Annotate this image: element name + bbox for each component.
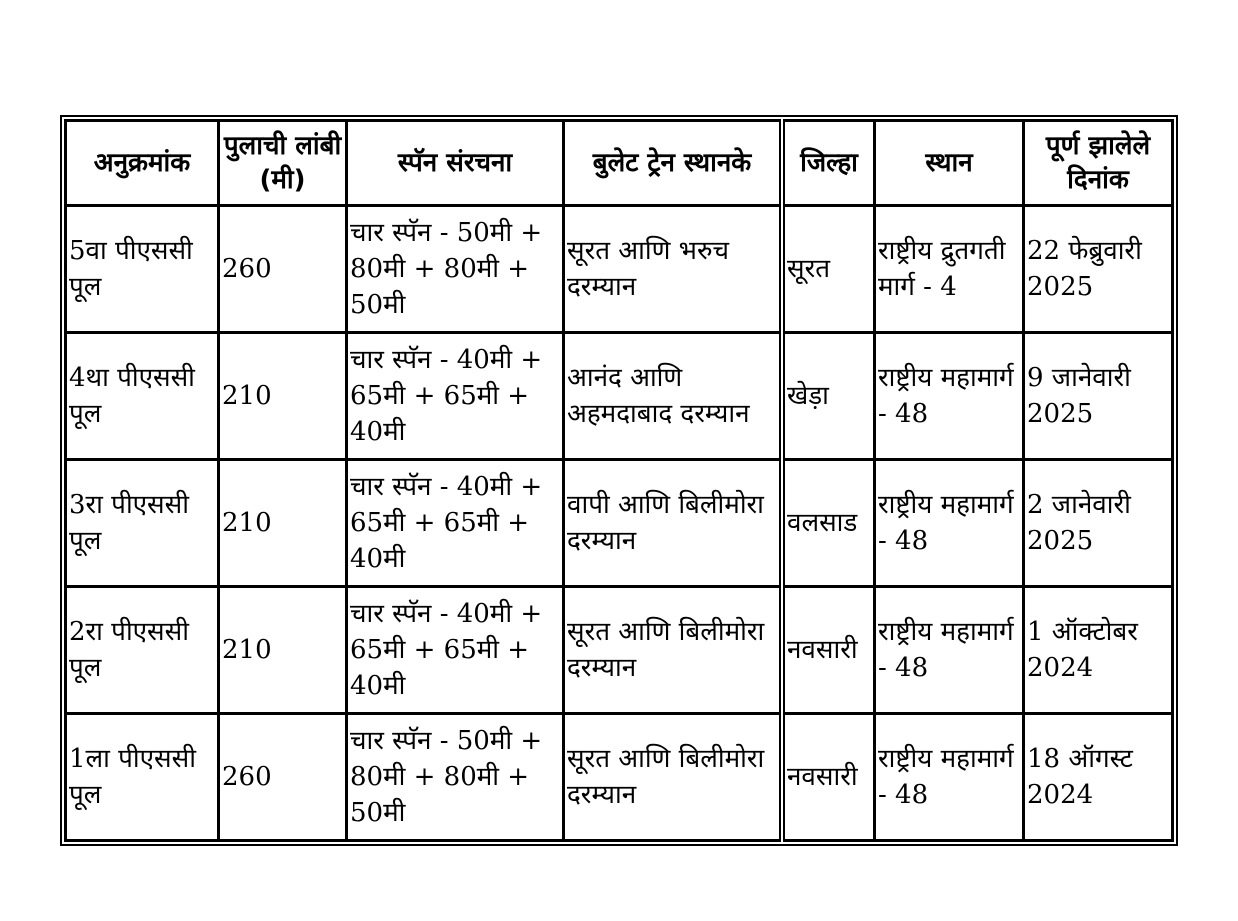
cell-stations: सूरत आणि भरुच दरम्यान — [564, 206, 783, 333]
cell-location: राष्ट्रीय महामार्ग - 48 — [875, 714, 1024, 841]
table-row — [66, 587, 1173, 714]
cell-serial: 5वा पीएससी पूल — [66, 206, 219, 333]
cell-stations: सूरत आणि बिलीमोरा दरम्यान — [564, 587, 783, 714]
bridges-table — [64, 119, 1174, 842]
cell-span: चार स्पॅन - 40मी + 65मी + 65मी + 40मी — [347, 333, 564, 460]
header-length: पुलाची लांबी (मी) — [219, 121, 347, 206]
cell-serial: 1ला पीएससी पूल — [66, 714, 219, 841]
cell-location: राष्ट्रीय महामार्ग - 48 — [875, 460, 1024, 587]
cell-length: 210 — [219, 333, 347, 460]
cell-district: वलसाड — [782, 460, 875, 587]
cell-date: 2 जानेवारी 2025 — [1024, 460, 1173, 587]
table-header-row — [66, 121, 1173, 206]
table-row — [66, 333, 1173, 460]
cell-span: चार स्पॅन - 50मी + 80मी + 80मी + 50मी — [347, 206, 564, 333]
bridges-table-frame — [60, 115, 1178, 846]
table-row — [66, 714, 1173, 841]
header-stations: बुलेट ट्रेन स्थानके — [564, 121, 783, 206]
header-span: स्पॅन संरचना — [347, 121, 564, 206]
cell-date: 1 ऑक्टोबर 2024 — [1024, 587, 1173, 714]
cell-serial: 3रा पीएससी पूल — [66, 460, 219, 587]
header-location: स्थान — [875, 121, 1024, 206]
cell-span: चार स्पॅन - 50मी + 80मी + 80मी + 50मी — [347, 714, 564, 841]
cell-span: चार स्पॅन - 40मी + 65मी + 65मी + 40मी — [347, 587, 564, 714]
cell-date: 22 फेब्रुवारी 2025 — [1024, 206, 1173, 333]
cell-length: 260 — [219, 714, 347, 841]
header-district: जिल्हा — [782, 121, 875, 206]
cell-length: 210 — [219, 460, 347, 587]
table-row — [66, 460, 1173, 587]
cell-location: राष्ट्रीय द्रुतगती मार्ग - 4 — [875, 206, 1024, 333]
cell-span: चार स्पॅन - 40मी + 65मी + 65मी + 40मी — [347, 460, 564, 587]
cell-district: खेड़ा — [782, 333, 875, 460]
header-date: पूर्ण झालेले दिनांक — [1024, 121, 1173, 206]
cell-location: राष्ट्रीय महामार्ग - 48 — [875, 333, 1024, 460]
cell-stations: सूरत आणि बिलीमोरा दरम्यान — [564, 714, 783, 841]
cell-length: 260 — [219, 206, 347, 333]
header-serial: अनुक्रमांक — [66, 121, 219, 206]
cell-district: नवसारी — [782, 714, 875, 841]
cell-stations: आनंद आणि अहमदाबाद दरम्यान — [564, 333, 783, 460]
cell-date: 18 ऑगस्ट 2024 — [1024, 714, 1173, 841]
cell-stations: वापी आणि बिलीमोरा दरम्यान — [564, 460, 783, 587]
cell-length: 210 — [219, 587, 347, 714]
table-row — [66, 206, 1173, 333]
cell-serial: 2रा पीएससी पूल — [66, 587, 219, 714]
cell-serial: 4था पीएससी पूल — [66, 333, 219, 460]
cell-district: सूरत — [782, 206, 875, 333]
cell-location: राष्ट्रीय महामार्ग - 48 — [875, 587, 1024, 714]
cell-date: 9 जानेवारी 2025 — [1024, 333, 1173, 460]
cell-district: नवसारी — [782, 587, 875, 714]
